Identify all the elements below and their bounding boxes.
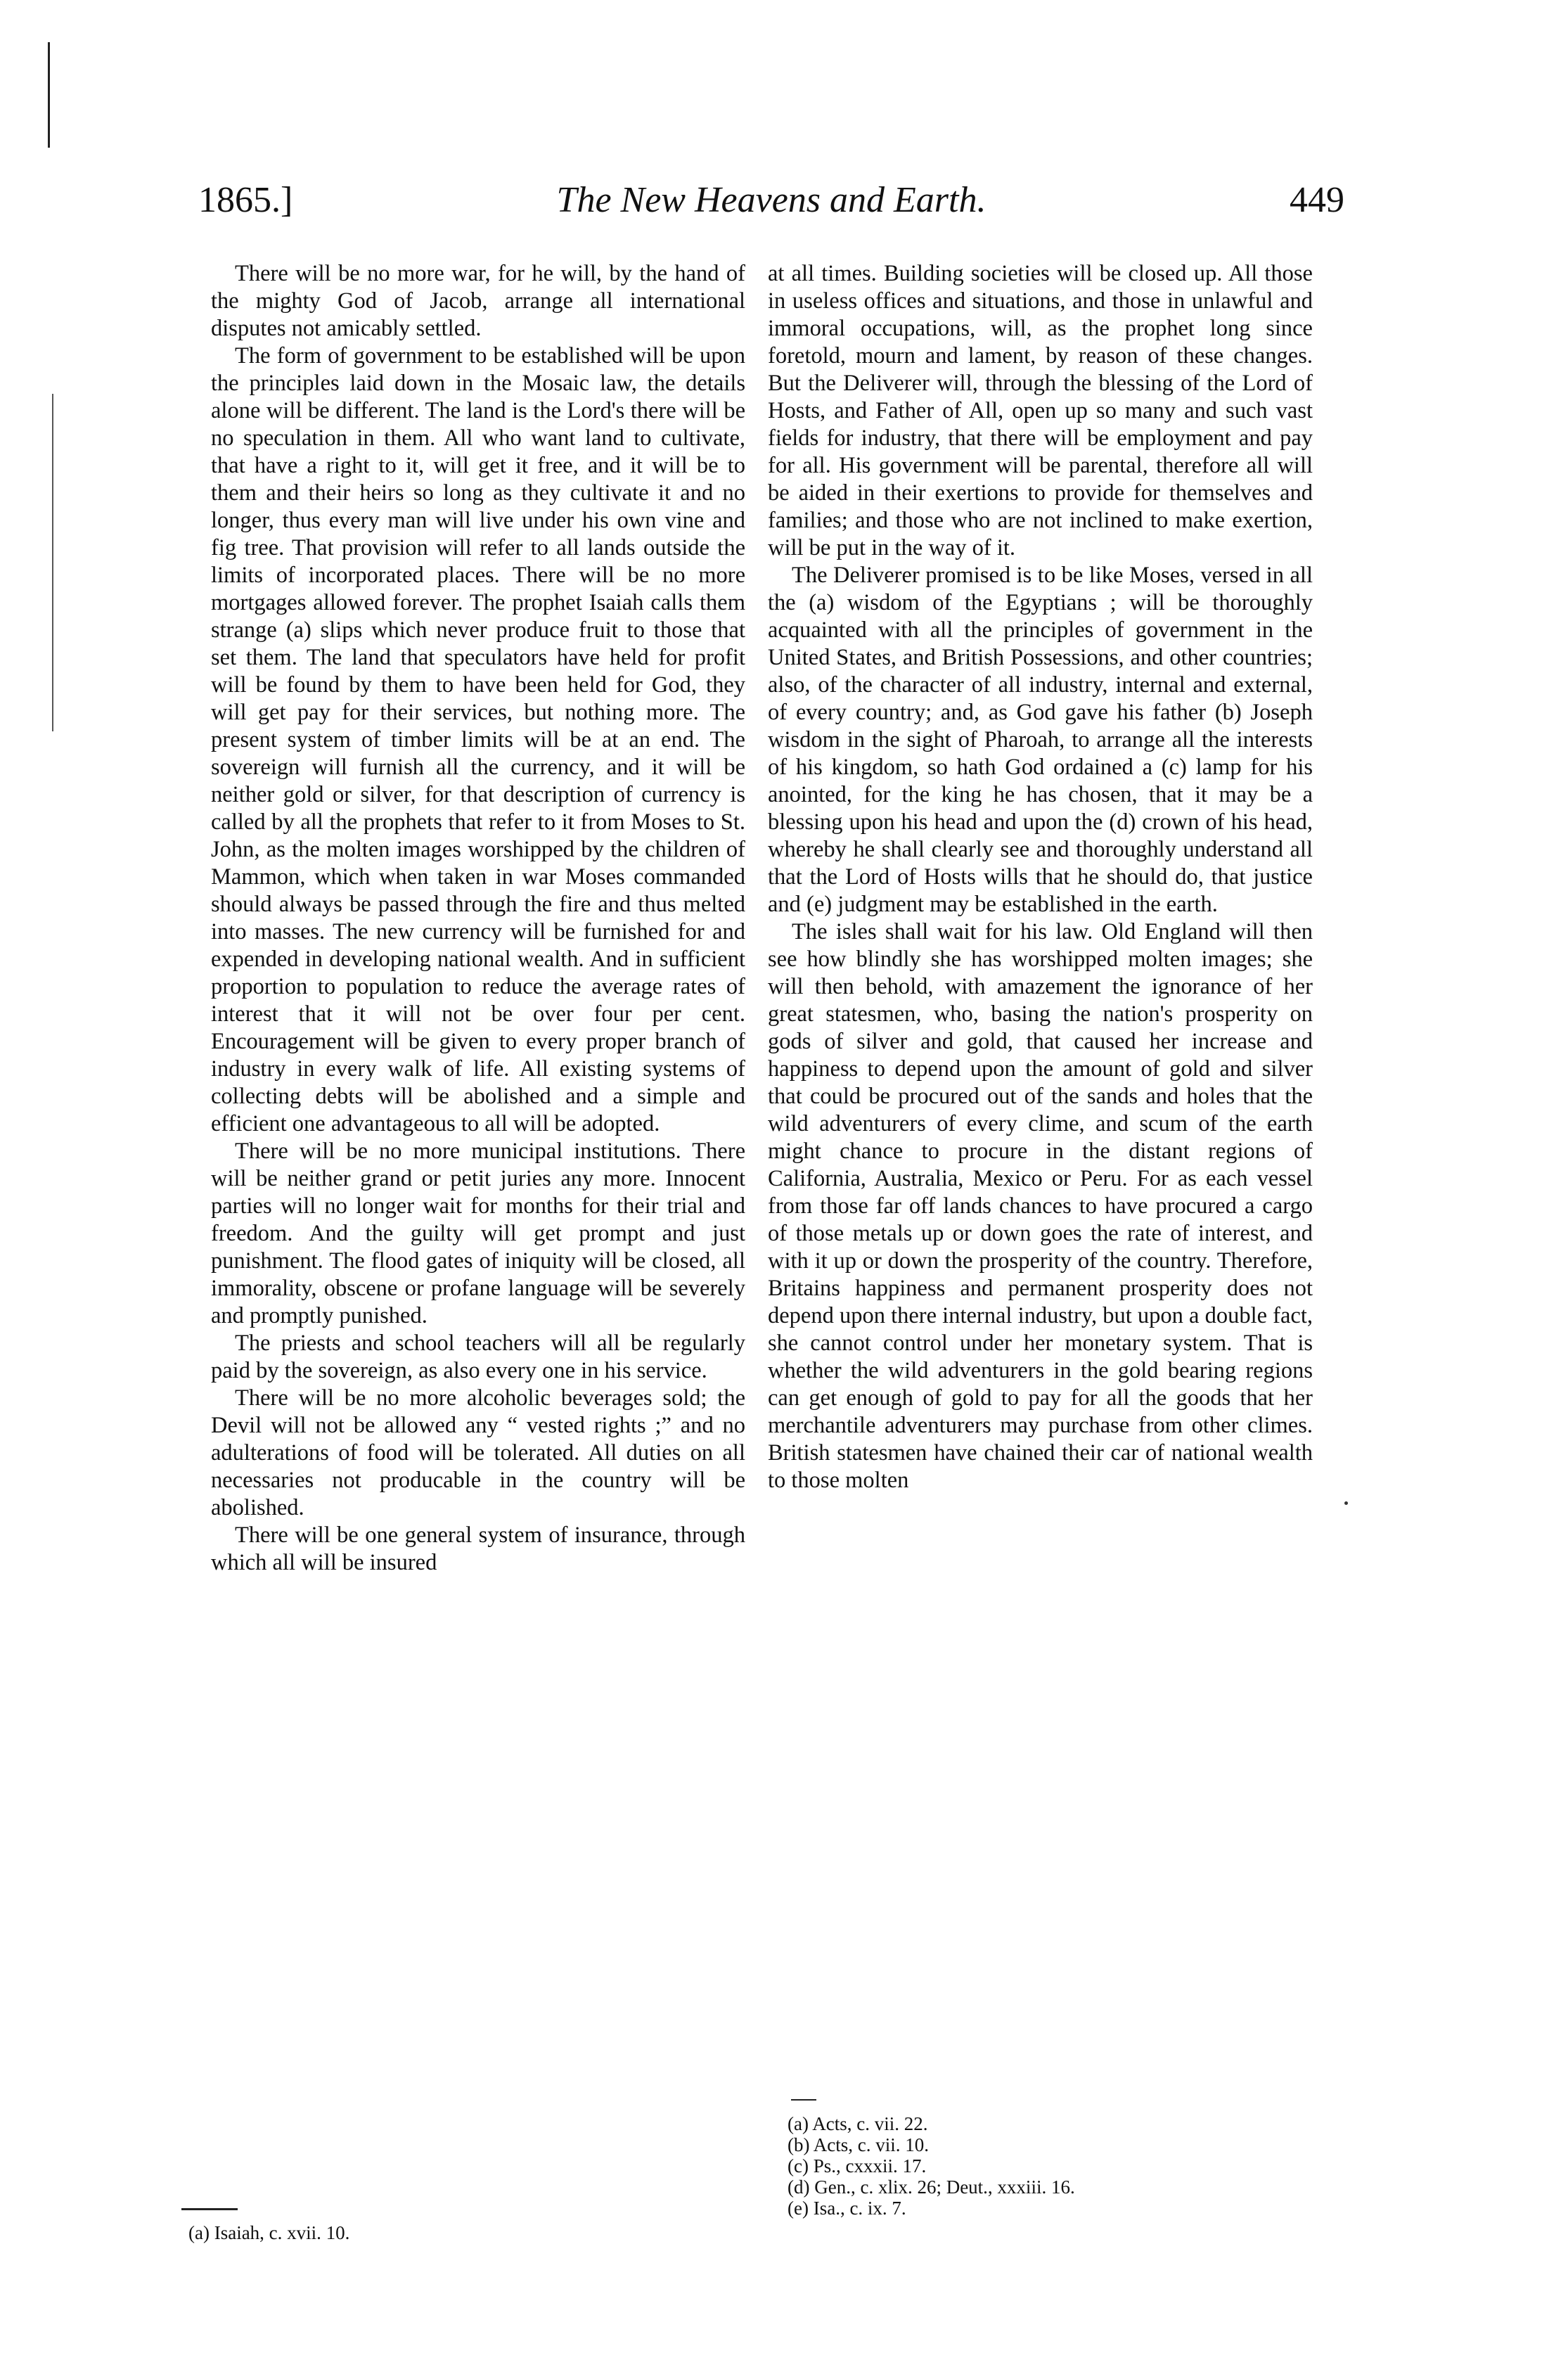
margin-rule-lower (52, 394, 53, 731)
right-column (768, 260, 1313, 1494)
footnote: (a) Isaiah, c. xvii. 10. (188, 2222, 350, 2243)
footnotes-left (188, 2222, 349, 2243)
header-year: 1865.] (198, 180, 293, 220)
page-title: The New Heavens and Earth. (556, 180, 987, 220)
footnote: (e) Isa., c. ix. 7. (788, 2198, 906, 2219)
paragraph: The form of government to be established will be upon the principles laid down in the Mosaic law, the details alone will be different. The land is the Lord's there will be no speculation in them. All who want land to cultivate, that have a right to it, will get it free, and it will be to them and their heirs so long as they cultivate it and no longer, thus every man will live under his own vine and fig tree. That provision will refer to all lands outside the limits of incorporated places. There will be no more mortgages allowed forever. The prophet Isaiah calls them strange (a) slips which never produce fruit to those that set them. The land that speculators have held for profit will be found by them to have been held for God, they will get pay for their services, but nothing more. The present system of timber limits will be at an end. The sovereign will furnish all the currency, and it will be neither gold or silver, for that description of currency is called by all the prophets that refer to it from Moses to St. John, as the molten images worshipped by the children of Mammon, which when taken in war Moses commanded should always be passed through the fire and thus melted into masses. The new currency will be furnished for and expended in developing national wealth. And in sufficient proportion to population to reduce the average rates of interest that it will not be over four per cent. Encouragement will be given to every proper branch of industry in every walk of life. All existing systems of collecting debts will be abolished and a simple and efficient one advantageous to all will be adopted. (211, 343, 745, 1136)
paragraph: There will be one general system of insurance, through which all will be insured (211, 1522, 745, 1575)
paragraph: at all times. Building societies will be closed up. All those in useless offices and situations, and those in unlawful and immoral occupations, will, as the prophet long since foretold, mourn and lament, by reason of these changes. But the Deliverer will, through the blessing of the Lord of Hosts, and Father of All, open up so many and such vast fields for industry, that there will be employment and pay for all. His government will be parental, therefore all will be aided in their exertions to provide for themselves and families; and those who are not inclined to make exertion, will be put in the way of it. (768, 261, 1313, 560)
paragraph: There will be no more alcoholic beverages sold; the Devil will not be allowed any “ vested rights ;” and no adulterations of food will be tolerated. All duties on all necessaries not producable in the country will be abolished. (211, 1385, 745, 1520)
paragraph: The priests and school teachers will all be regularly paid by the sovereign, as also every one in his service. (211, 1331, 745, 1383)
footnote: (c) Ps., cxxxii. 17. (788, 2155, 927, 2176)
paragraph: There will be no more war, for he will, by the hand of the mighty God of Jacob, arrange all international disputes not amicably settled. (211, 261, 745, 341)
footnote-rule (181, 2208, 238, 2210)
paragraph: The Deliverer promised is to be like Moses, versed in all the (a) wisdom of the Egyptians ; will be thoroughly acquainted with all the principles of government in the United States, and British Possessions, and other countries; also, of the character of all industry, internal and external, of every country; and, as God gave his father (b) Joseph wisdom in the sight of Pharoah, to arrange all the interests of his kingdom, so hath God ordained a (c) lamp for his anointed, for the king he has chosen, that it may be a blessing upon his head and upon the (d) crown of his head, whereby he shall clearly see and thoroughly understand all that the Lord of Hosts wills that he should do, that justice and (e) judgment may be established in the earth. (768, 563, 1313, 917)
footnote: (d) Gen., c. xlix. 26; Deut., xxxiii. 16. (788, 2176, 1075, 2198)
footnote-rule (791, 2099, 816, 2101)
footnote: (b) Acts, c. vii. 10. (788, 2134, 929, 2155)
page-number: 449 (1290, 180, 1344, 220)
paragraph: There will be no more municipal institutions. There will be neither grand or petit juries any more. Innocent parties will no longer wait for months for their trial and freedom. And the guilty will get prompt and just punishment. The flood gates of iniquity will be closed, all immorality, obscene or profane language will be severely and promptly punished. (211, 1139, 745, 1328)
margin-mark (1344, 1501, 1348, 1505)
paragraph: The isles shall wait for his law. Old England will then see how blindly she has worshipped molten images; she will then behold, with amazement the ignorance of her great statesmen, who, basing the nation's prosperity on gods of silver and gold, that caused her increase and happiness to depend upon the amount of gold and silver that could be procured out of the sands and holes that the wild adventurers of every clime, and scum of the earth might chance to procure in the distant regions of California, Australia, Mexico or Peru. For as each vessel from those far off lands chances to have procured a cargo of those metals up or down goes the rate of interest, and with it up or down the prosperity of the country. Therefore, Britains happiness and permanent prosperity does not depend upon there internal industry, but upon a double fact, she cannot control under her monetary system. That is whether the wild adventurers in the gold bearing regions can get enough of gold to pay for all the goods that her merchantile adventurers may purchase from other climes. British statesmen have chained their car of national wealth to those molten (768, 919, 1313, 1493)
margin-rule (48, 42, 50, 148)
footnote: (a) Acts, c. vii. 22. (788, 2113, 928, 2134)
footnotes-right (788, 2113, 1075, 2219)
running-header (198, 179, 1344, 222)
left-column (211, 260, 745, 1577)
